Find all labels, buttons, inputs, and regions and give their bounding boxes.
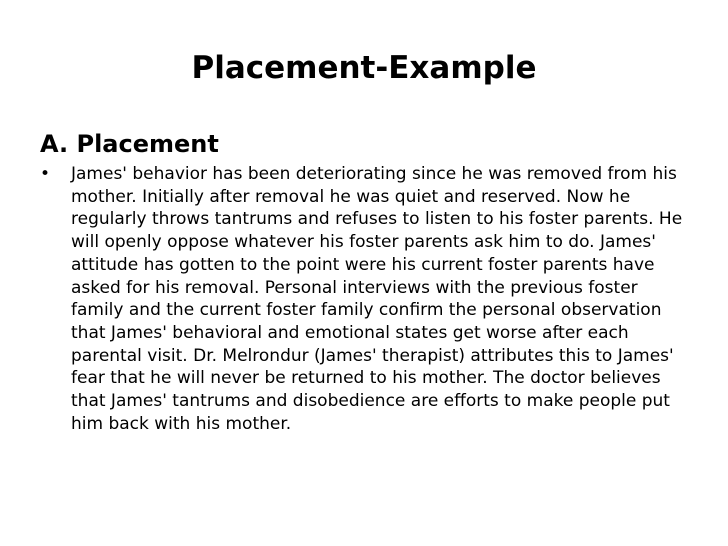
bullet-list-item [40,163,690,435]
bullet-text: James' behavior has been deteriorating since he was removed from his mother. Initially after removal he was quiet and reserved. Now he regularly throws tantrums and refuses to listen to his foster parents. He will openly oppose whatever his foster parents ask him to do. James' attitude has gotten to the point were his current foster parents have asked for his removal. Personal interviews with the previous foster family and the current foster family confirm the personal observation that James' behavioral and emotional states get worse after each parental visit. Dr. Melrondur (James' therapist) attributes this to James' fear that he will never be returned to his mother. The doctor believes that James' tantrums and disobedience are efforts to make people put him back with his mother. [71,164,683,434]
section-heading: A. Placement [40,130,219,158]
slide-title: Placement-Example [191,50,537,86]
bullet-icon: • [40,164,51,184]
